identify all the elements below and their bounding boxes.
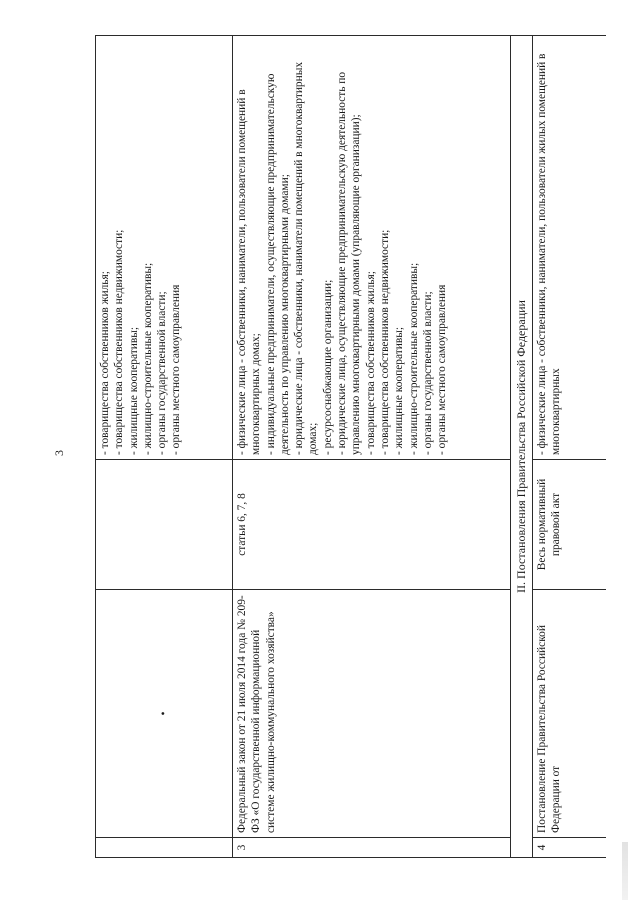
subjects-list [535, 40, 564, 455]
list-item: - органы местного самоуправления [436, 284, 449, 455]
list-item: - юридические лица - собственники, наниматели помещений в многоквартирных домах; [293, 61, 320, 455]
scope-cell: статьи 6, 7, 8 [233, 460, 511, 590]
list-item: - жилищные кооперативы; [393, 326, 406, 455]
row-number-cell: 3 [233, 838, 511, 858]
table-row [233, 36, 511, 858]
list-item: - товарищества собственников недвижимости; [378, 229, 391, 455]
section-heading: II. Постановления Правительства Российской Федерации [511, 36, 533, 858]
page-number: 3 [52, 450, 66, 456]
list-item: - жилищно-строительные кооперативы; [141, 262, 154, 455]
list-item: - жилищные кооперативы; [127, 326, 140, 455]
scan-artifact [622, 842, 628, 900]
act-cell: Постановление Правительства Российской Федерации от [533, 590, 606, 838]
list-item: - ресурсоснабжающие организации; [321, 279, 334, 455]
rotated-page-content [95, 36, 605, 858]
subjects-list [235, 40, 449, 455]
subjects-cell [533, 36, 606, 460]
list-item: - индивидуальные предприниматели, осуществляющие предпринимательскую деятельность по управлению многоквартирными домами; [264, 73, 291, 455]
list-item: - физические лица - собственники, наниматели, пользователи помещений в многоквартирных домах; [236, 89, 263, 455]
legal-acts-table [95, 35, 606, 858]
section-row [511, 36, 533, 858]
row-number-cell: 4 [533, 838, 606, 858]
list-item: - товарищества собственников жилья; [99, 271, 111, 455]
subjects-cell [96, 36, 233, 460]
list-item: - органы местного самоуправления [170, 284, 183, 455]
table-row [533, 36, 606, 858]
list-item: - товарищества собственников жилья; [364, 271, 377, 455]
scope-cell: Весь нормативный правовой акт [533, 460, 606, 590]
act-cell: Федеральный закон от 21 июля 2014 года № 209-ФЗ «О государственной информационной системе жилищно-коммунального хозяйства» [233, 590, 511, 838]
subjects-cell [233, 36, 511, 460]
list-item: - физические лица - собственники, наниматели, пользователи жилых помещений в многоквартирных [536, 53, 563, 455]
list-item: - жилищно-строительные кооперативы; [407, 262, 420, 455]
bullet-mark: • [157, 711, 170, 716]
act-cell [96, 590, 233, 838]
row-number-cell [96, 838, 233, 858]
list-item: - органы государственной власти; [156, 291, 169, 455]
list-item: - юридические лица, осуществляющие предпринимательскую деятельность по управлению многоквартирными домами (управляющие организации); [336, 71, 363, 455]
subjects-list [98, 40, 184, 455]
list-item: - товарищества собственников недвижимости; [113, 229, 126, 455]
list-item: - органы государственной власти; [421, 291, 434, 455]
scope-cell [96, 460, 233, 590]
table-row [96, 36, 233, 858]
